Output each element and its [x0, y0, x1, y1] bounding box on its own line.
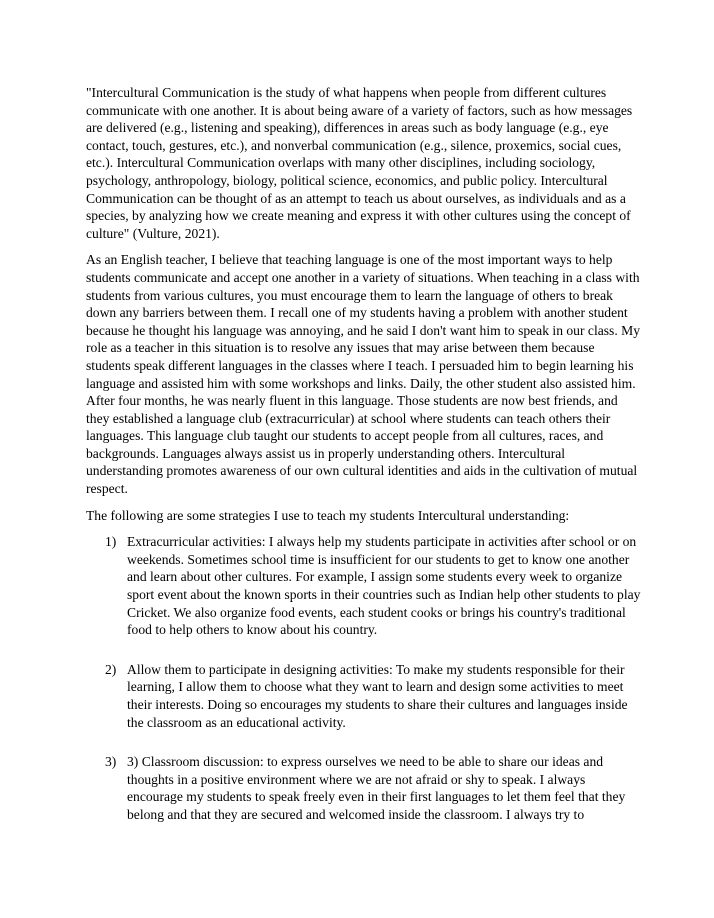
list-item-text: 3) Classroom discussion: to express ourselves we need to be able to share our ideas and thoughts in a positive environment where we are not afraid or shy to speak. I always encourage my students to speak freely even in their first languages to let them feel that they belong and that they are secured and welcomed inside the classroom. I always try to [127, 754, 626, 822]
document-body [86, 84, 642, 846]
list-item-text: Extracurricular activities: I always help my students participate in activities after school or on weekends. Sometimes school time is insufficient for our students to get to know one another and learn about other cultures. For example, I assign some students every week to organize sport event about the known sports in their countries such as Indian help other students to play Cricket. We also organize food events, each student cooks or brings his country's traditional food to help others to know about his country. [127, 534, 641, 638]
list-item [86, 753, 642, 823]
list-item [86, 661, 642, 731]
list-item [86, 533, 642, 639]
list-item-number: 3) [105, 754, 117, 770]
strategies-list [86, 533, 642, 823]
list-item-number: 2) [105, 661, 117, 677]
paragraph-strategies-intro: The following are some strategies I use to teach my students Intercultural understanding: [86, 507, 570, 523]
list-item-number: 1) [105, 534, 117, 550]
paragraph-teacher-experience: As an English teacher, I believe that teaching language is one of the most important ways to help students communicate and accept one another in a variety of situations. When teaching in a class with students from various cultures, you must encourage them to learn the language of others to break down any barriers between them. I recall one of my students having a problem with another student because he thought his language was annoying, and he said I don't want him to speak in our class. My role as a teacher in this situation is to resolve any issues that may arise between them because students speak different languages in the classes where I teach. I persuaded him to begin learning his language and assisted him with some workshops and links. Daily, the other student also assisted him. After four months, he was nearly fluent in this language. Those students are now best friends, and they established a language club (extracurricular) at school where students can teach others their languages. This language club taught our students to accept people from all cultures, races, and backgrounds. Languages always assist us in properly understanding others. Intercultural understanding promotes awareness of our own cultural identities and aids in the cultivation of mutual respect. [86, 252, 641, 497]
paragraph-definition-quote: "Intercultural Communication is the study of what happens when people from different cultures communicate with one another. It is about being aware of a variety of factors, such as how messages are delivered (e.g., listening and speaking), differences in areas such as body language (e.g., eye contact, touch, gestures, etc.), and nonverbal communication (e.g., silence, proxemics, social cues, etc.). Intercultural Communication overlaps with many other disciplines, including sociology, psychology, anthropology, biology, political science, economics, and public policy. Intercultural Communication can be thought of as an attempt to teach us about ourselves, as individuals and as a species, by analyzing how we create meaning and express it with other cultures using the concept of culture" (Vulture, 2021). [86, 85, 633, 241]
list-item-text: Allow them to participate in designing activities: To make my students responsible for their learning, I allow them to choose what they want to learn and design some activities to meet their interests. Doing so encourages my students to share their cultures and languages inside the classroom as an educational activity. [127, 661, 628, 730]
